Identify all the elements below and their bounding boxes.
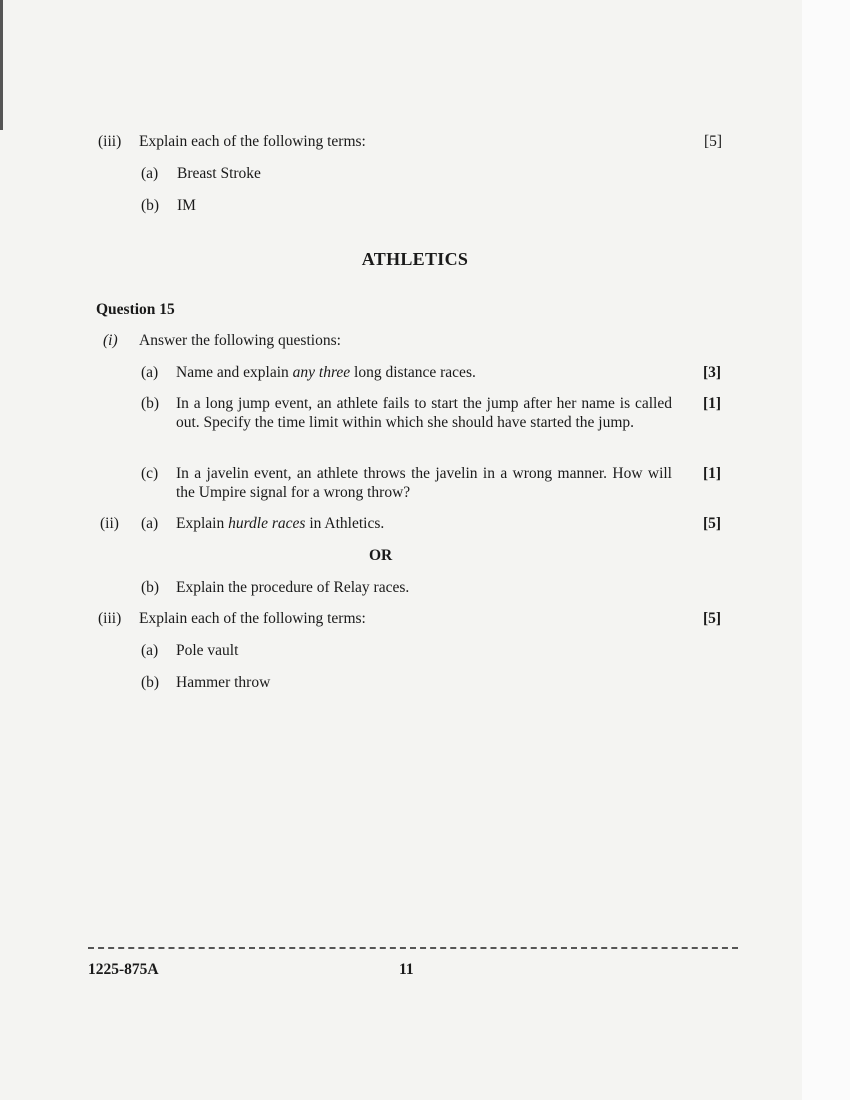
section-heading: ATHLETICS — [361, 249, 469, 269]
q2-b-label: (b) — [141, 579, 160, 596]
swim-q3-b-text: IM — [177, 197, 196, 214]
swim-q3-a-label: (a) — [141, 165, 159, 182]
q2-a-text-post: in Athletics. — [305, 515, 385, 532]
page-number: 11 — [399, 961, 414, 978]
q3-text: Explain each of the following terms: — [139, 610, 366, 627]
q1-a-marks: [3] — [703, 364, 722, 381]
q2-a-text-emphasis: hurdle races — [228, 515, 306, 532]
paper-code: 1225-875A — [88, 961, 159, 978]
q1-a-text-emphasis: any three — [292, 364, 351, 381]
swim-q3-marks: [5] — [704, 133, 723, 150]
q3-a-label: (a) — [141, 642, 159, 659]
q3-a-text: Pole vault — [176, 642, 239, 659]
q3-b-text: Hammer throw — [176, 674, 271, 691]
q3-marks: [5] — [703, 610, 722, 627]
q1-c-label: (c) — [141, 465, 159, 482]
question-title: Question 15 — [96, 301, 175, 318]
q3-number: (iii) — [98, 610, 122, 627]
q1-a-label: (a) — [141, 364, 159, 381]
q2-b-text: Explain the procedure of Relay races. — [176, 579, 410, 596]
q1-b-text: In a long jump event, an athlete fails to start the jump after her name is called out. Specify the time limit within which she should have started the jump. — [176, 395, 672, 431]
footer-divider — [88, 947, 738, 949]
q2-a-text-pre: Explain — [176, 515, 229, 532]
swim-q3-number: (iii) — [98, 133, 122, 150]
q2-a-label: (a) — [141, 515, 159, 532]
q1-text: Answer the following questions: — [139, 332, 341, 349]
swim-q3-b-label: (b) — [141, 197, 160, 214]
q1-a-text — [176, 363, 476, 382]
q1-b-label: (b) — [141, 395, 160, 412]
q1-number: (i) — [103, 332, 118, 349]
q2-a-text — [176, 514, 384, 533]
q1-c-marks: [1] — [703, 465, 722, 482]
scan-edge-left — [0, 0, 3, 130]
q1-a-text-pre: Name and explain — [176, 364, 293, 381]
q2-or-separator: OR — [369, 547, 393, 564]
q1-c-text: In a javelin event, an athlete throws the javelin in a wrong manner. How will the Umpire signal for a wrong throw? — [176, 465, 672, 501]
q1-a-text-post: long distance races. — [350, 364, 476, 381]
q1-b-marks: [1] — [703, 395, 722, 412]
q2-number: (ii) — [100, 515, 119, 532]
q2-marks: [5] — [703, 515, 722, 532]
scan-edge-right — [802, 0, 850, 1100]
swim-q3-text: Explain each of the following terms: — [139, 133, 366, 150]
swim-q3-a-text: Breast Stroke — [177, 165, 261, 182]
q3-b-label: (b) — [141, 674, 160, 691]
